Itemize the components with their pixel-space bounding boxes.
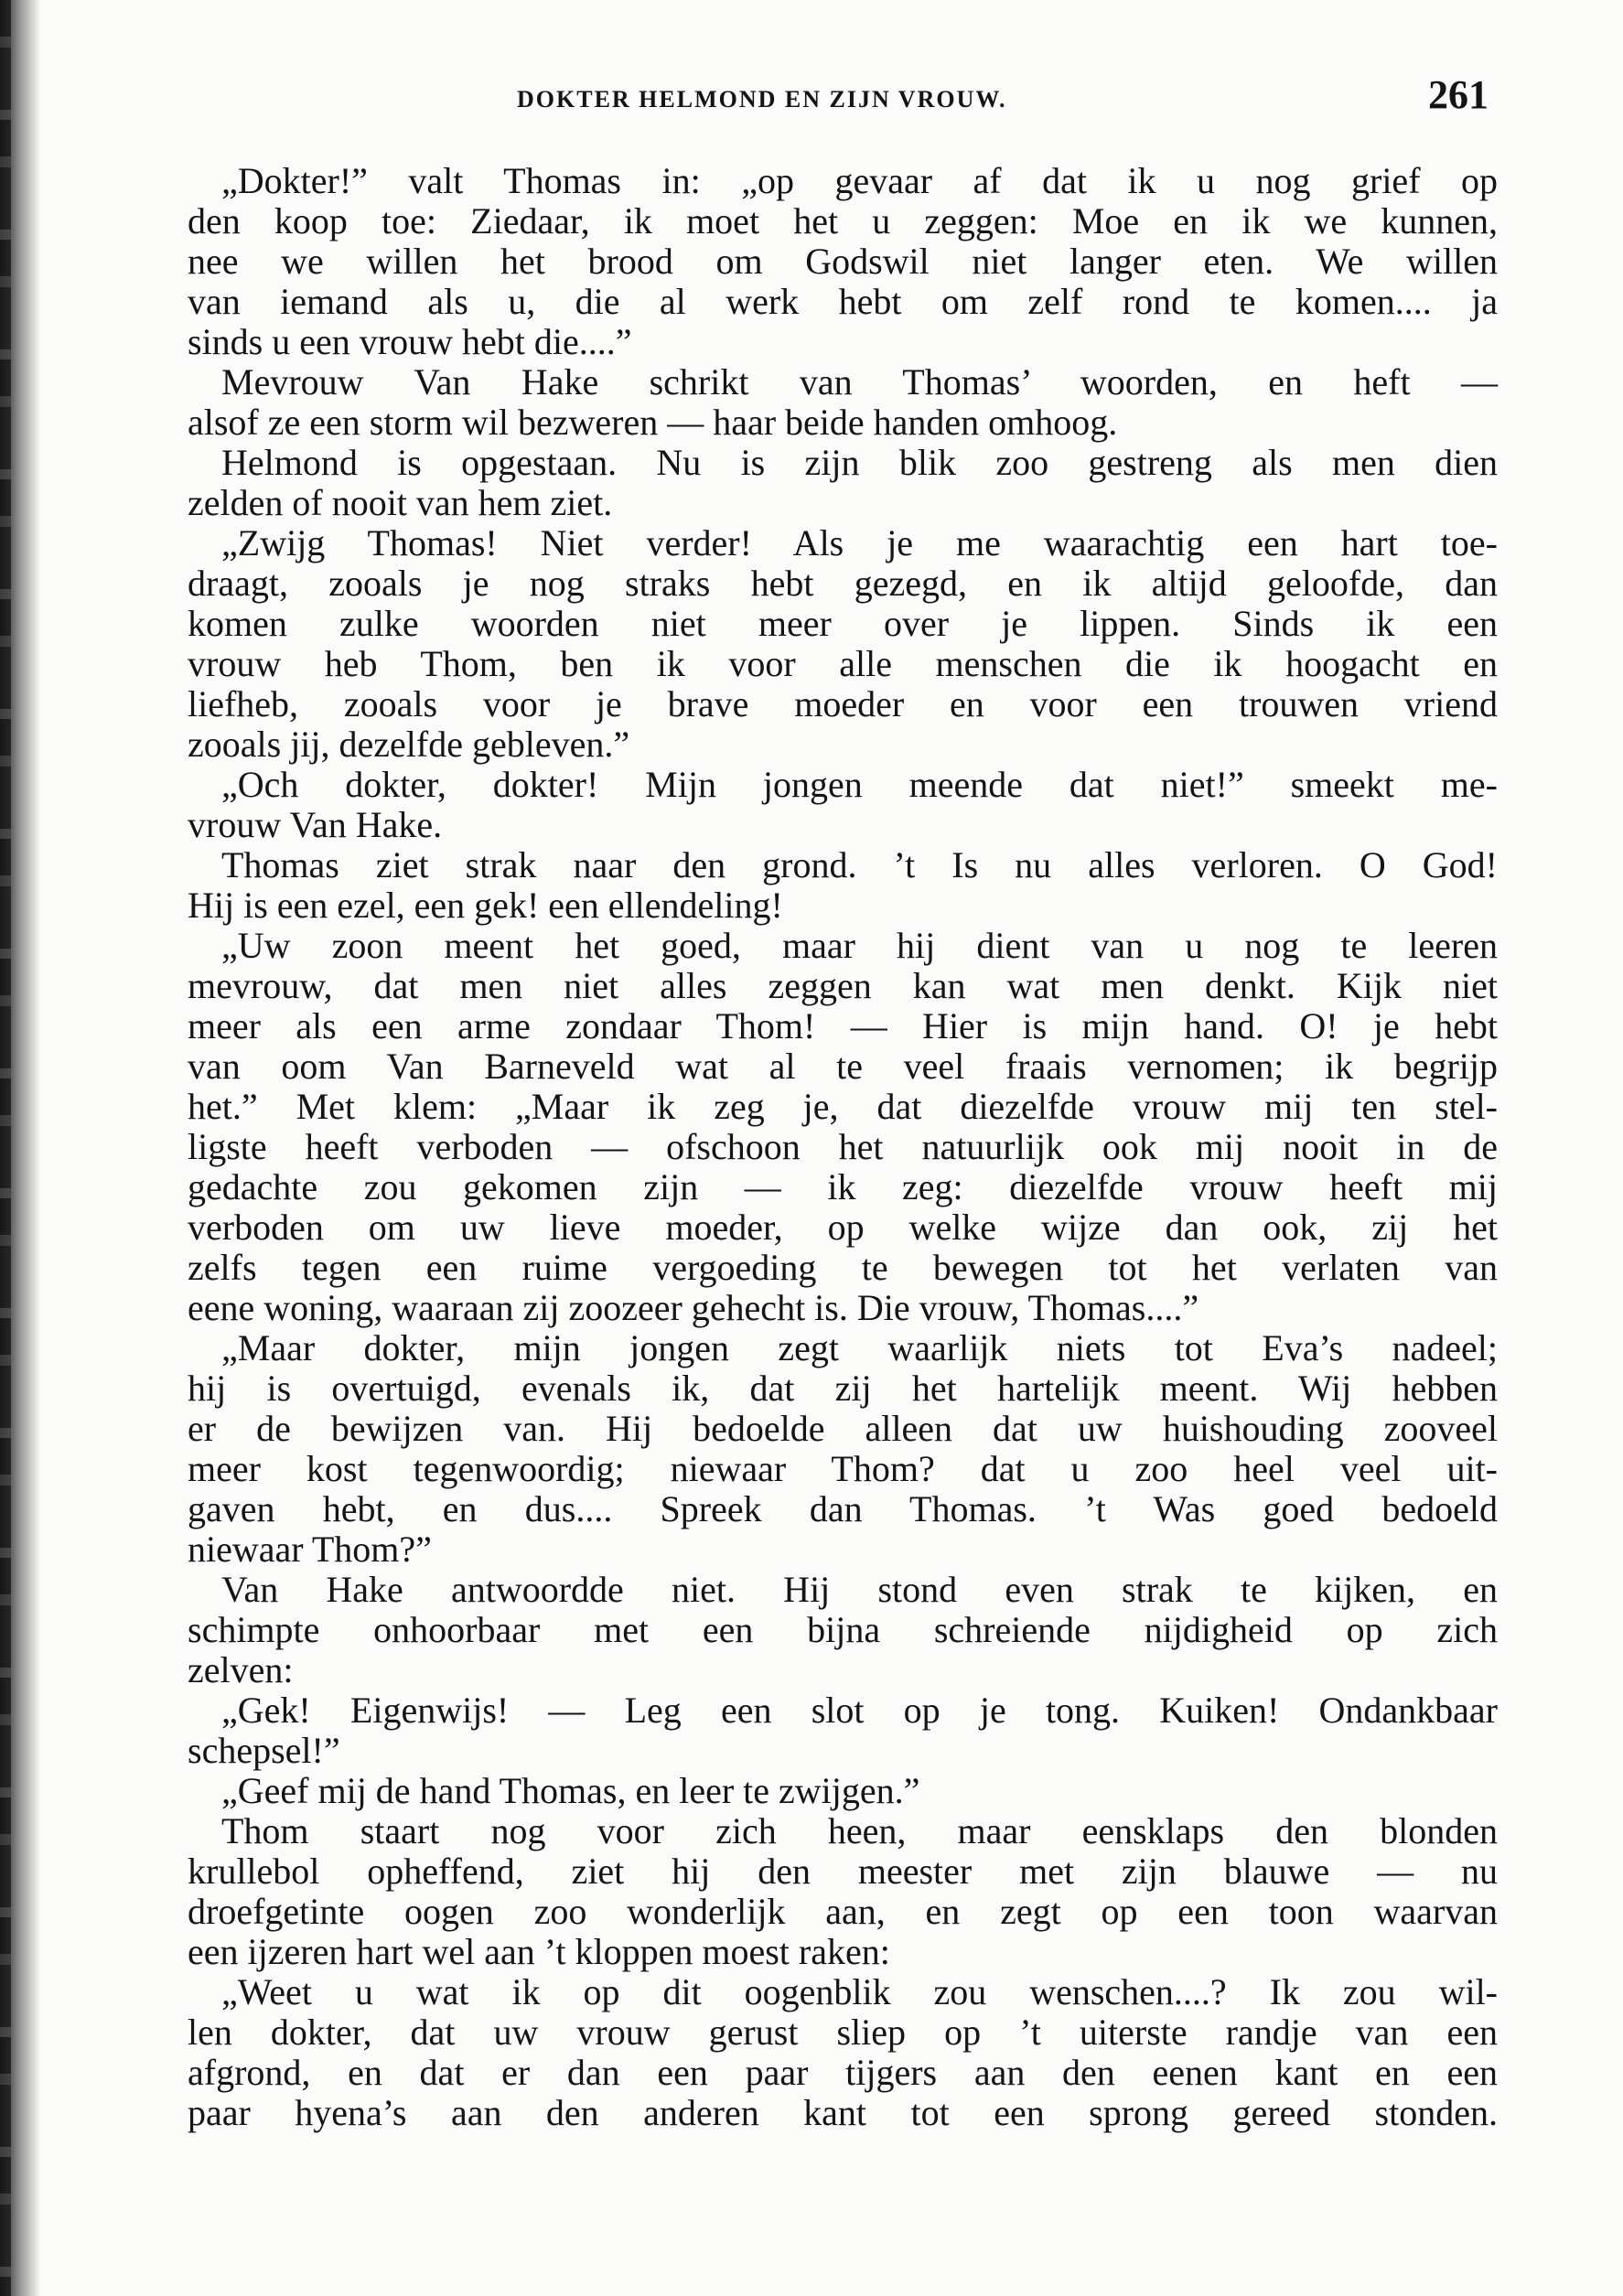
text-line: droefgetinte oogen zoo wonderlijk aan, en zegt op een toon waarvan (188, 1891, 1498, 1932)
text-line: mevrouw, dat men niet alles zeggen kan wat men denkt. Kijk niet (188, 965, 1498, 1006)
text-line: komen zulke woorden niet meer over je lippen. Sinds ik een (188, 603, 1498, 644)
scan-binding-mark (0, 0, 11, 2296)
text-line: draagt, zooals je nog straks hebt gezegd, en ik altijd geloofde, dan (188, 563, 1498, 604)
text-line: zelden of nooit van hem ziet. (188, 482, 613, 523)
page-header (197, 71, 1505, 126)
text-line: „Och dokter, dokter! Mijn jongen meende dat niet!” smeekt me- (221, 764, 1498, 805)
text-line: hij is overtuigd, evenals ik, dat zij het hartelijk meent. Wij hebben (188, 1368, 1498, 1409)
text-line: Mevrouw Van Hake schrikt van Thomas’ woorden, en heft — (221, 361, 1498, 402)
text-line: „Zwijg Thomas! Niet verder! Als je me waarachtig een hart toe- (221, 522, 1498, 563)
text-line: sinds u een vrouw hebt die....” (188, 321, 632, 362)
text-line: afgrond, en dat er dan een paar tijgers aan den eenen kant en een (188, 2052, 1498, 2093)
text-line: „Weet u wat ik op dit oogenblik zou wenschen....? Ik zou wil- (221, 1971, 1498, 2012)
text-line: Hij is een ezel, een gek! een ellendeling! (188, 885, 783, 926)
text-line: Thom staart nog voor zich heen, maar eensklaps den blonden (221, 1810, 1498, 1851)
text-line: „Dokter!” valt Thomas in: „op gevaar af dat ik u nog grief op (221, 160, 1498, 201)
text-line: „Uw zoon meent het goed, maar hij dient van u nog te leeren (221, 925, 1498, 966)
text-line: Thomas ziet strak naar den grond. ’t Is nu alles verloren. O God! (221, 844, 1498, 885)
text-line: paar hyena’s aan den anderen kant tot een sprong gereed stonden. (188, 2092, 1498, 2133)
text-line: den koop toe: Ziedaar, ik moet het u zeggen: Moe en ik we kunnen, (188, 200, 1498, 241)
text-line: niewaar Thom?” (188, 1529, 432, 1570)
page-number: 261 (1428, 72, 1489, 117)
text-line: van oom Van Barneveld wat al te veel fraais vernomen; ik begrijp (188, 1046, 1498, 1087)
text-line: eene woning, waaraan zij zoozeer gehecht is. Die vrouw, Thomas....” (188, 1287, 1199, 1328)
text-line: gedachte zou gekomen zijn — ik zeg: diezelfde vrouw heeft mij (188, 1166, 1498, 1207)
text-line: Van Hake antwoordde niet. Hij stond even strak te kijken, en (221, 1569, 1498, 1610)
text-line: „Maar dokter, mijn jongen zegt waarlijk niets tot Eva’s nadeel; (221, 1327, 1498, 1368)
text-line: „Gek! Eigenwijs! — Leg een slot op je tong. Kuiken! Ondankbaar (221, 1690, 1498, 1731)
text-line: vrouw Van Hake. (188, 804, 443, 845)
text-line: nee we willen het brood om Godswil niet langer eten. We willen (188, 241, 1498, 282)
text-line: het.” Met klem: „Maar ik zeg je, dat diezelfde vrouw mij ten stel- (188, 1086, 1498, 1127)
text-line: schepsel!” (188, 1730, 340, 1771)
text-line: zooals jij, dezelfde gebleven.” (188, 724, 630, 765)
text-line: meer als een arme zondaar Thom! — Hier is mijn hand. O! je hebt (188, 1005, 1498, 1046)
text-line: Helmond is opgestaan. Nu is zijn blik zoo gestreng als men dien (221, 442, 1498, 483)
running-title: DOKTER HELMOND EN ZIJN VROUW. (517, 86, 1007, 113)
text-line: ligste heeft verboden — ofschoon het natuurlijk ook mij nooit in de (188, 1126, 1498, 1167)
text-line: schimpte onhoorbaar met een bijna schreiende nijdigheid op zich (188, 1609, 1498, 1650)
text-line: van iemand als u, die al werk hebt om zelf rond te komen.... ja (188, 281, 1498, 322)
text-line: alsof ze een storm wil bezweren — haar beide handen omhoog. (188, 402, 1118, 443)
text-line: een ijzeren hart wel aan ’t kloppen moest raken: (188, 1931, 890, 1972)
text-line: er de bewijzen van. Hij bedoelde alleen dat uw huishouding zooveel (188, 1408, 1498, 1449)
text-line: liefheb, zooals voor je brave moeder en voor een trouwen vriend (188, 683, 1498, 724)
text-line: len dokter, dat uw vrouw gerust sliep op ’t uiterste randje van een (188, 2012, 1498, 2053)
text-line: zelfs tegen een ruime vergoeding te bewegen tot het verlaten van (188, 1247, 1498, 1288)
text-line: gaven hebt, en dus.... Spreek dan Thomas. ’t Was goed bedoeld (188, 1488, 1498, 1529)
text-line: vrouw heb Thom, ben ik voor alle menschen die ik hoogacht en (188, 643, 1498, 684)
text-line: zelven: (188, 1649, 294, 1690)
text-line: verboden om uw lieve moeder, op welke wijze dan ook, zij het (188, 1207, 1498, 1248)
text-line: meer kost tegenwoordig; niewaar Thom? dat u zoo heel veel uit- (188, 1448, 1498, 1489)
text-line: „Geef mij de hand Thomas, en leer te zwijgen.” (221, 1770, 920, 1811)
text-line: krullebol opheffend, ziet hij den meester met zijn blauwe — nu (188, 1851, 1498, 1892)
body-text (188, 161, 1498, 2133)
